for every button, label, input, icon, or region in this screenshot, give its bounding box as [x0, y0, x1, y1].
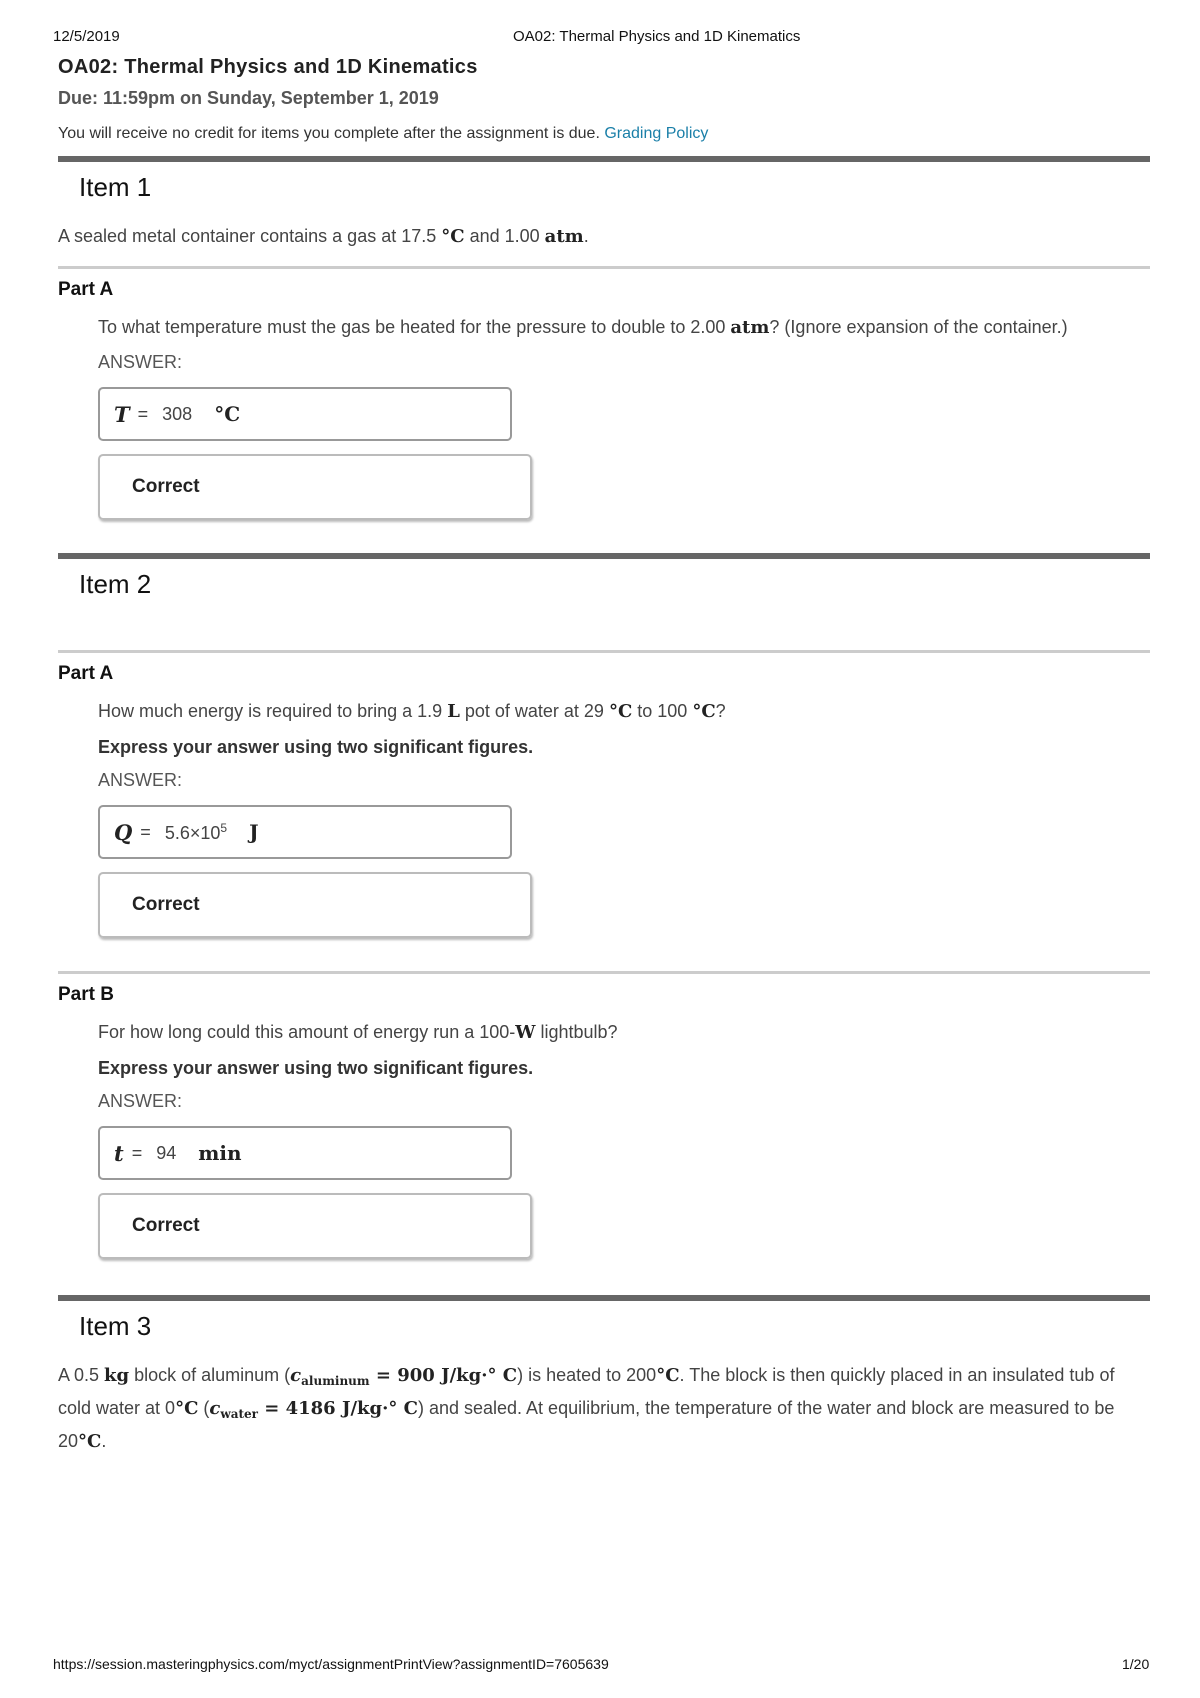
item-2-part-a-question: How much energy is required to bring a 1.9 L pot of water at 29 °C to 100 °C?: [98, 701, 726, 722]
answer-variable: t: [114, 1140, 124, 1166]
footer-url: https://session.masteringphysics.com/myct/assignmentPrintView?assignmentID=7605639: [53, 1656, 609, 1672]
answer-unit: °C: [214, 402, 241, 426]
item-1-part-a-answer-field[interactable]: T = 308 °C: [98, 387, 512, 441]
item-3-statement: A 0.5 kg block of aluminum ($c_{aluminum} = 900$ J/kg·° C) is heated to 200°C. The block is then quickly placed in an insulated tub of cold water at 0°C ($c_{water} = 4186$ J/kg·° C) and sealed. At equilibrium, the temperature of the water and block are measured to be 20°C.: [58, 1365, 1115, 1452]
item-2-part-b-question: For how long could this amount of energy run a 100-W lightbulb?: [98, 1022, 618, 1043]
assignment-title: OA02: Thermal Physics and 1D Kinematics: [58, 56, 478, 78]
print-header-title: OA02: Thermal Physics and 1D Kinematics: [513, 28, 801, 45]
answer-unit: J: [249, 820, 259, 844]
item-1-title: Item 1: [79, 172, 152, 202]
late-notice-text: You will receive no credit for items you complete after the assignment is due.: [58, 125, 600, 142]
item-3-title: Item 3: [79, 1311, 152, 1341]
answer-label: ANSWER:: [98, 352, 183, 372]
answer-variable: Q: [114, 819, 133, 845]
print-date: 12/5/2019: [53, 28, 120, 45]
item-2-part-b-instruction: Express your answer using two significant figures.: [98, 1058, 534, 1078]
item-2-title: Item 2: [79, 569, 152, 599]
item-2-part-a-title: Part A: [58, 663, 114, 684]
item-2-part-b-result-badge: Correct: [98, 1193, 532, 1259]
item-3-divider: [58, 1295, 1150, 1301]
answer-value: 94: [156, 1142, 177, 1163]
item-1-part-a-title: Part A: [58, 279, 114, 300]
item-1-part-a-question: To what temperature must the gas be heated for the pressure to double to 2.00 atm? (Ignore expansion of the container.): [98, 317, 1068, 338]
item-2-part-a-instruction: Express your answer using two significant figures.: [98, 737, 534, 757]
item-2-divider: [58, 553, 1150, 559]
assignment-content: [58, 56, 1150, 1455]
item-1-statement: A sealed metal container contains a gas at 17.5 °C and 1.00 atm.: [58, 226, 589, 247]
item-1-part-a-divider: [58, 266, 1150, 269]
answer-unit: min: [198, 1141, 242, 1165]
answer-value: 308: [162, 403, 193, 424]
late-notice: [58, 125, 1150, 143]
answer-label: ANSWER:: [98, 770, 183, 790]
item-2-part-a-divider: [58, 650, 1150, 653]
answer-variable: T: [114, 401, 130, 427]
item-2-part-b-divider: [58, 971, 1150, 974]
item-2-part-b-title: Part B: [58, 984, 114, 1005]
answer-value: $5.6\times 10^5$: [164, 820, 228, 843]
item-2-part-a-answer-field[interactable]: Q = $5.6\times 10^5$ J: [98, 805, 512, 859]
item-1-divider: [58, 156, 1150, 162]
answer-label: ANSWER:: [98, 1091, 183, 1111]
page-number: 1/20: [1122, 1656, 1150, 1672]
item-2-part-b-answer-field[interactable]: t = 94 min: [98, 1126, 512, 1180]
grading-policy-link[interactable]: Grading Policy: [604, 125, 709, 142]
item-2-part-a-result-badge: Correct: [98, 872, 532, 938]
item-1-part-a-result-badge: Correct: [98, 454, 532, 520]
due-date: Due: 11:59pm on Sunday, September 1, 2019: [58, 88, 439, 108]
